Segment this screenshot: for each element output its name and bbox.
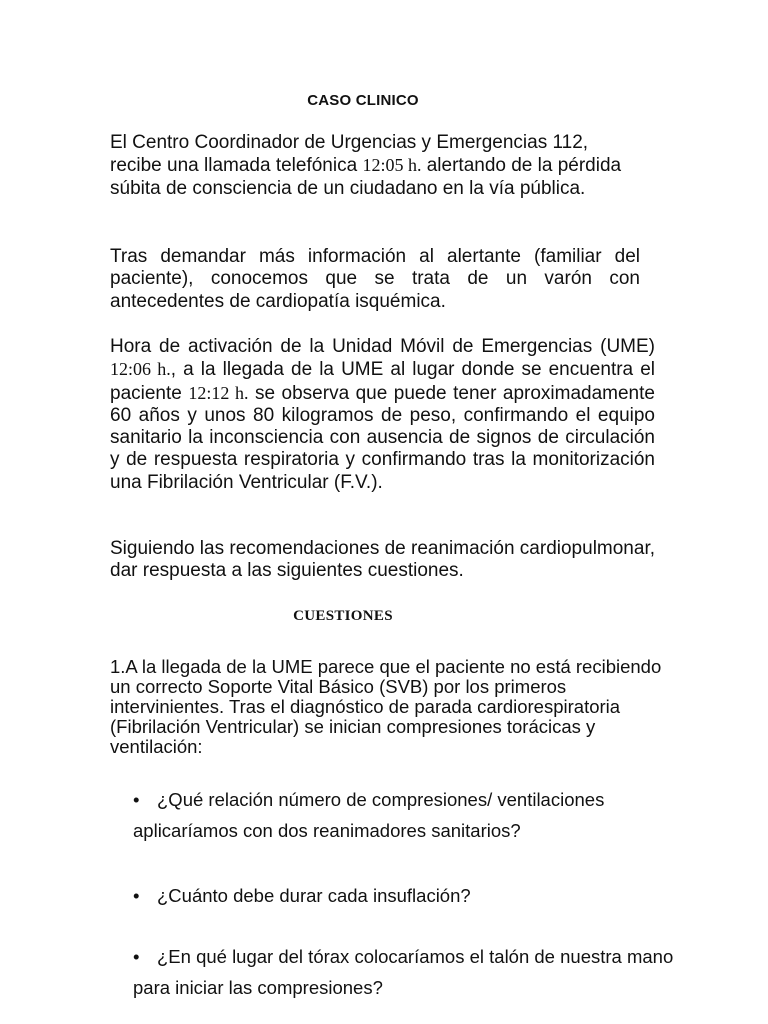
list-item (133, 784, 693, 846)
section-title: CUESTIONES (293, 608, 393, 624)
list-item-text: ¿Cuánto debe durar cada insuflación? (157, 885, 471, 906)
intro-text: El Centro Coordinador de Urgencias y Emergencias 112, recibe una llamada telefónica (110, 132, 589, 177)
intro-text: , a la llegada de la UME al lugar donde se encuentra el paciente (110, 359, 655, 404)
intro-text: Hora de activación de la Unidad Móvil de Emergencias (UME) (110, 336, 655, 357)
question-1: 1.A la llegada de la UME parece que el paciente no está recibiendo un correcto Soporte Vital Básico (SVB) por los primeros intervinientes. Tras el diagnóstico de parada cardiorespiratoria (Fibrilación Ventricular) se inician compresiones torácicas y ventilación: (110, 656, 662, 757)
list-item-text: ¿En qué lugar del tórax colocaríamos el talón de nuestra mano para iniciar las compresiones? (133, 946, 674, 998)
intro-paragraph-1 (110, 132, 640, 200)
document-title: CASO CLINICO (307, 92, 419, 109)
bullet-icon: • (133, 946, 140, 967)
bullet-icon: • (133, 789, 140, 810)
arrival-time: 12:12 h. (188, 382, 249, 403)
list-item (133, 941, 693, 1003)
intro-text: se observa que puede tener aproximadamente 60 años y unos 80 kilogramos de peso, confirmando el equipo sanitario la inconsciencia con ausencia de signos de circulación y de respuesta respiratoria y confirmando tras la monitorización una Fibrilación Ventricular (F.V.). (110, 382, 655, 493)
intro-paragraph-4: Siguiendo las recomendaciones de reanimación cardiopulmonar, dar respuesta a las siguientes cuestiones. (110, 538, 655, 582)
intro-paragraph-2: Tras demandar más información al alertante (familiar del paciente), conocemos que se trata de un varón con antecedentes de cardiopatía isquémica. (110, 246, 640, 312)
bullet-icon: • (133, 885, 140, 906)
call-time: 12:05 h. (362, 155, 422, 176)
intro-text: alertando de la pérdida súbita de consciencia de un ciudadano en la vía pública. (110, 155, 622, 199)
intro-paragraph-3 (110, 336, 655, 494)
activation-time: 12:06 h. (110, 359, 171, 380)
list-item-text: ¿Qué relación número de compresiones/ ventilaciones aplicaríamos con dos reanimadores sanitarios? (133, 789, 605, 841)
list-item (133, 880, 703, 911)
